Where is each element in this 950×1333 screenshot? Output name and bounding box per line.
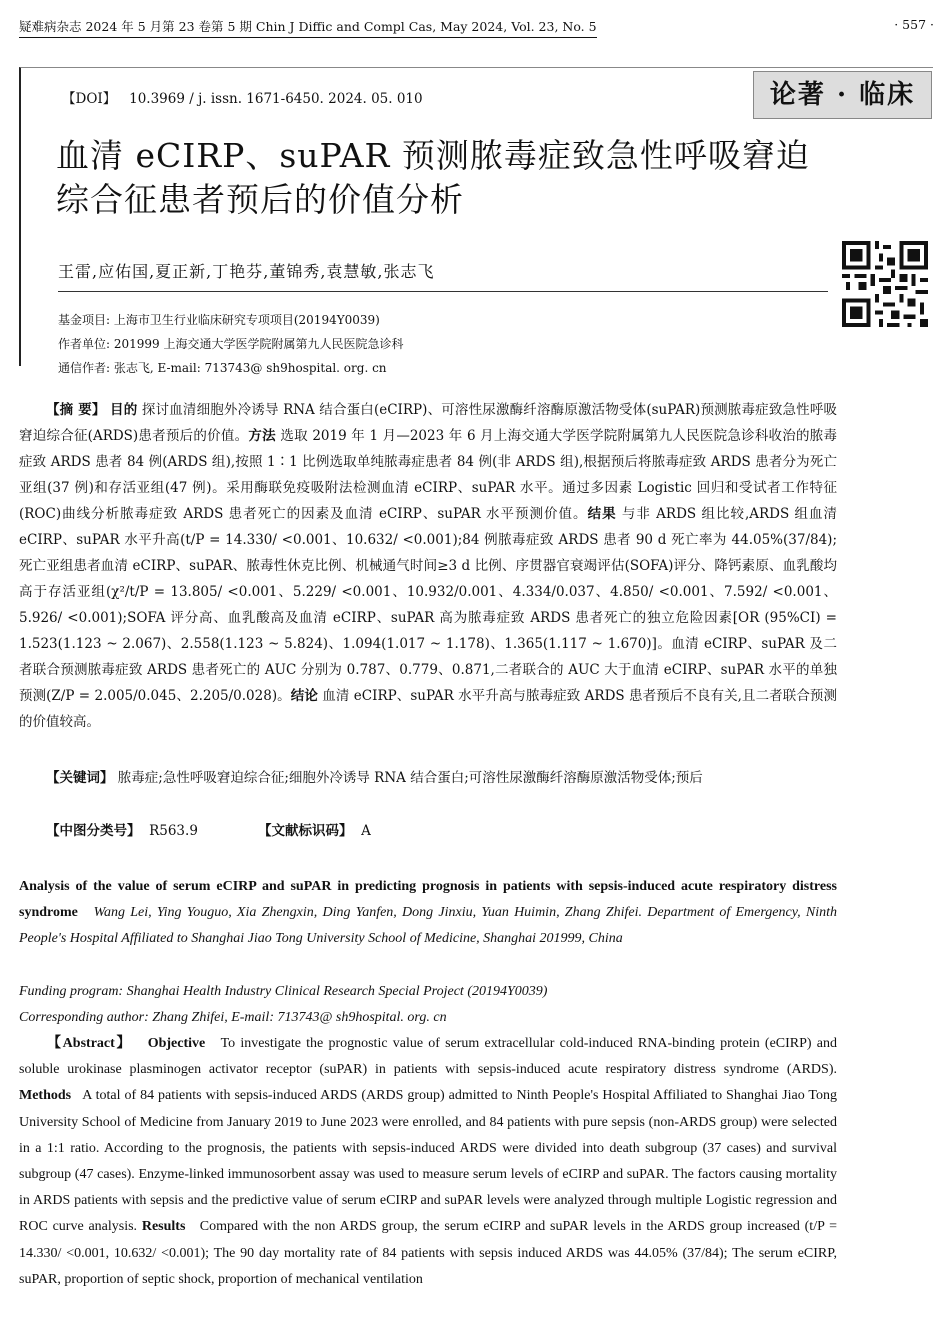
- conclusion-text-cn: 血清 eCIRP、suPAR 水平升高与脓毒症致 ARDS 患者预后不良有关,且二者联合预测的价值较高。: [19, 688, 837, 730]
- objective-heading-en: Objective: [147, 1036, 206, 1051]
- keywords-text: 脓毒症;急性呼吸窘迫综合征;细胞外冷诱导 RNA 结合蛋白;可溶性尿激酶纤溶酶原激活物受体;预后: [117, 770, 703, 786]
- abstract-cn: [19, 397, 837, 735]
- keywords-cn: [19, 765, 837, 791]
- methods-heading-cn: 方法: [248, 428, 276, 444]
- english-corresponding: Corresponding author: Zhang Zhifei, E-mail: 713743@ sh9hospital. org. cn: [19, 1010, 447, 1025]
- journal-citation: 疑难病杂志 2024 年 5 月第 23 卷第 5 期 Chin J Diffic and Compl Cas, May 2024, Vol. 23, No. 5: [19, 17, 597, 38]
- results-text-en: Compared with the non ARDS group, the serum eCIRP and suPAR levels in the ARDS group increased (t/P = 14.330/ <0.001, 10.632/ <0.001); The 90 day mortality rate of 84 patients with sepsis induced ARDS was 44.05% (37/84); The serum eCIRP, suPAR, proportion of septic shock, proportion of mechanical ventilation: [19, 1219, 838, 1287]
- running-header: [19, 17, 934, 37]
- english-affiliation: Department of Emergency, Ninth People's Hospital Affiliated to Shanghai Jiao Tong University School of Medicine, Shanghai 201999, China: [19, 905, 838, 947]
- clc-label: 【中图分类号】: [46, 823, 141, 839]
- doc-code-label: 【文献标识码】: [257, 823, 353, 839]
- author-list: 王雷,应佑国,夏正新,丁艳芬,董锦秀,袁慧敏,张志飞: [58, 262, 435, 281]
- methods-text-cn: 选取 2019 年 1 月—2023 年 6 月上海交通大学医学院附属第九人民医院急诊科收治的脓毒症致 ARDS 患者 84 例(ARDS 组),按照 1∶1 比例选取单纯脓毒症患者 84 例(非 ARDS 组),根据预后将脓毒症致 ARDS 患者分为死亡亚组(37 例)和存活亚组(47 例)。采用酶联免疫吸附法检测血清 eCIRP、suPAR 水平。通过多因素 Logistic 回归和受试者工作特征(ROC)曲线分析脓毒症致 ARDS 患者死亡的因素及血清 eCIRP、suPAR 水平预测价值。: [19, 428, 837, 522]
- objective-text-en: To investigate the prognostic value of serum extracellular cold-induced RNA-binding protein (eCIRP) and soluble urokinase plasminogen activator receptor (suPAR) in patients with sepsis-induced acute respiratory distress syndrome (ARDS).: [19, 1036, 837, 1078]
- results-heading-en: Results: [141, 1219, 186, 1235]
- objective-text-cn: 探讨血清细胞外冷诱导 RNA 结合蛋白(eCIRP)、可溶性尿激酶纤溶酶原激活物受体(suPAR)预测脓毒症致急性呼吸窘迫综合征(ARDS)患者预后的价值。: [19, 402, 838, 444]
- abstract-en: [19, 1031, 837, 1293]
- english-funding: Funding program: Shanghai Health Industry Clinical Research Special Project (20194Y0039): [19, 984, 548, 999]
- doi-line: [62, 87, 423, 107]
- doc-code-value: A: [361, 823, 371, 839]
- keywords-label: 【关键词】: [46, 770, 114, 786]
- doi-value[interactable]: 10.3969 / j. issn. 1671-6450. 2024. 05. 010: [129, 91, 423, 107]
- english-title-block: [19, 874, 837, 953]
- section-tag: 论著 · 临床: [753, 71, 932, 119]
- english-title: Analysis of the value of serum eCIRP and suPAR in predicting prognosis in patients with sepsis-induced acute respiratory distress syndrome: [19, 879, 837, 921]
- corresponding-cn-text: 通信作者: 张志飞, E-mail: 713743@ sh9hospital. org. cn: [58, 361, 387, 375]
- conclusion-heading-cn: 结论: [290, 688, 318, 704]
- page-number: · 557 ·: [894, 17, 934, 32]
- methods-text-en: A total of 84 patients with sepsis-induced ARDS (ARDS group) admitted to Ninth People's Hospital Affiliated to Shanghai Jiao Tong University School of Medicine from January 2019 to June 2023 were enrolled, and 84 patients with pure sepsis (non-ARDS group) were selected in a 1:1 ratio. According to the prognosis, the patients with sepsis-induced ARDS were divided into death subgroup (37 cases) and survival subgroup (47 cases). Enzyme-linked immunosorbent assay was used to measure serum levels of eCIRP and suPAR. The factors causing mortality in ARDS patients with sepsis and the predictive value of serum eCIRP and suPAR levels were analyzed through multiple Logistic regression and ROC curve analysis.: [19, 1088, 837, 1235]
- objective-heading-cn: 目的: [110, 402, 138, 418]
- english-authors: Wang Lei, Ying Youguo, Xia Zhengxin, Ding Yanfen, Dong Jinxiu, Yuan Huimin, Zhang Zhifei.: [93, 905, 642, 921]
- corresponding-cn: [58, 359, 387, 376]
- doi-label: 【DOI】: [62, 91, 117, 107]
- clc-value: R563.9: [149, 823, 198, 839]
- qr-code-icon[interactable]: [842, 241, 928, 327]
- results-text-cn: 与非 ARDS 组比较,ARDS 组血清 eCIRP、suPAR 水平升高(t/P = 14.330/ <0.001、10.632/ <0.001);84 例脓毒症致 ARDS 患者 90 d 死亡率为 44.05%(37/84);死亡亚组患者血清 eCIRP、suPAR、脓毒性休克比例、机械通气时间≥3 d 比例、序贯器官衰竭评估(SOFA)评分、降钙素原、血乳酸均高于存活亚组(χ²/t/P = 13.805/ <0.001、5.229/ <0.001、10.932/0.001、4.334/0.037、4.850/ <0.001、7.592/ <0.001、5.926/ <0.001);SOFA 评分高、血乳酸高及血清 eCIRP、suPAR 高为脓毒症致 ARDS 患者死亡的独立危险因素[OR (95%CI) = 1.523(1.123 ~ 2.067)、2.558(1.123 ~ 5.824)、1.094(1.017 ~ 1.178)、1.365(1.117 ~ 1.670)]。血清 eCIRP、suPAR 及二者联合预测脓毒症致 ARDS 患者死亡的 AUC 分别为 0.787、0.779、0.871,二者联合的 AUC 大于血清 eCIRP、suPAR 水平的单独预测(Z/P = 2.005/0.045、2.205/0.028)。: [19, 506, 838, 704]
- results-heading-cn: 结果: [587, 506, 617, 522]
- funding-cn: 基金项目: 上海市卫生行业临床研究专项项目(20194Y0039): [58, 313, 380, 327]
- abstract-cn-label: 【摘 要】: [46, 402, 106, 418]
- divider: [58, 291, 828, 292]
- article-title: 血清 eCIRP、suPAR 预测脓毒症致急性呼吸窘迫综合征患者预后的价值分析: [56, 136, 810, 219]
- classification-line: [19, 818, 837, 844]
- methods-heading-en: Methods: [19, 1088, 72, 1104]
- affiliation-cn: 作者单位: 201999 上海交通大学医学院附属第九人民医院急诊科: [58, 337, 404, 351]
- abstract-en-label: 【Abstract】: [47, 1036, 133, 1051]
